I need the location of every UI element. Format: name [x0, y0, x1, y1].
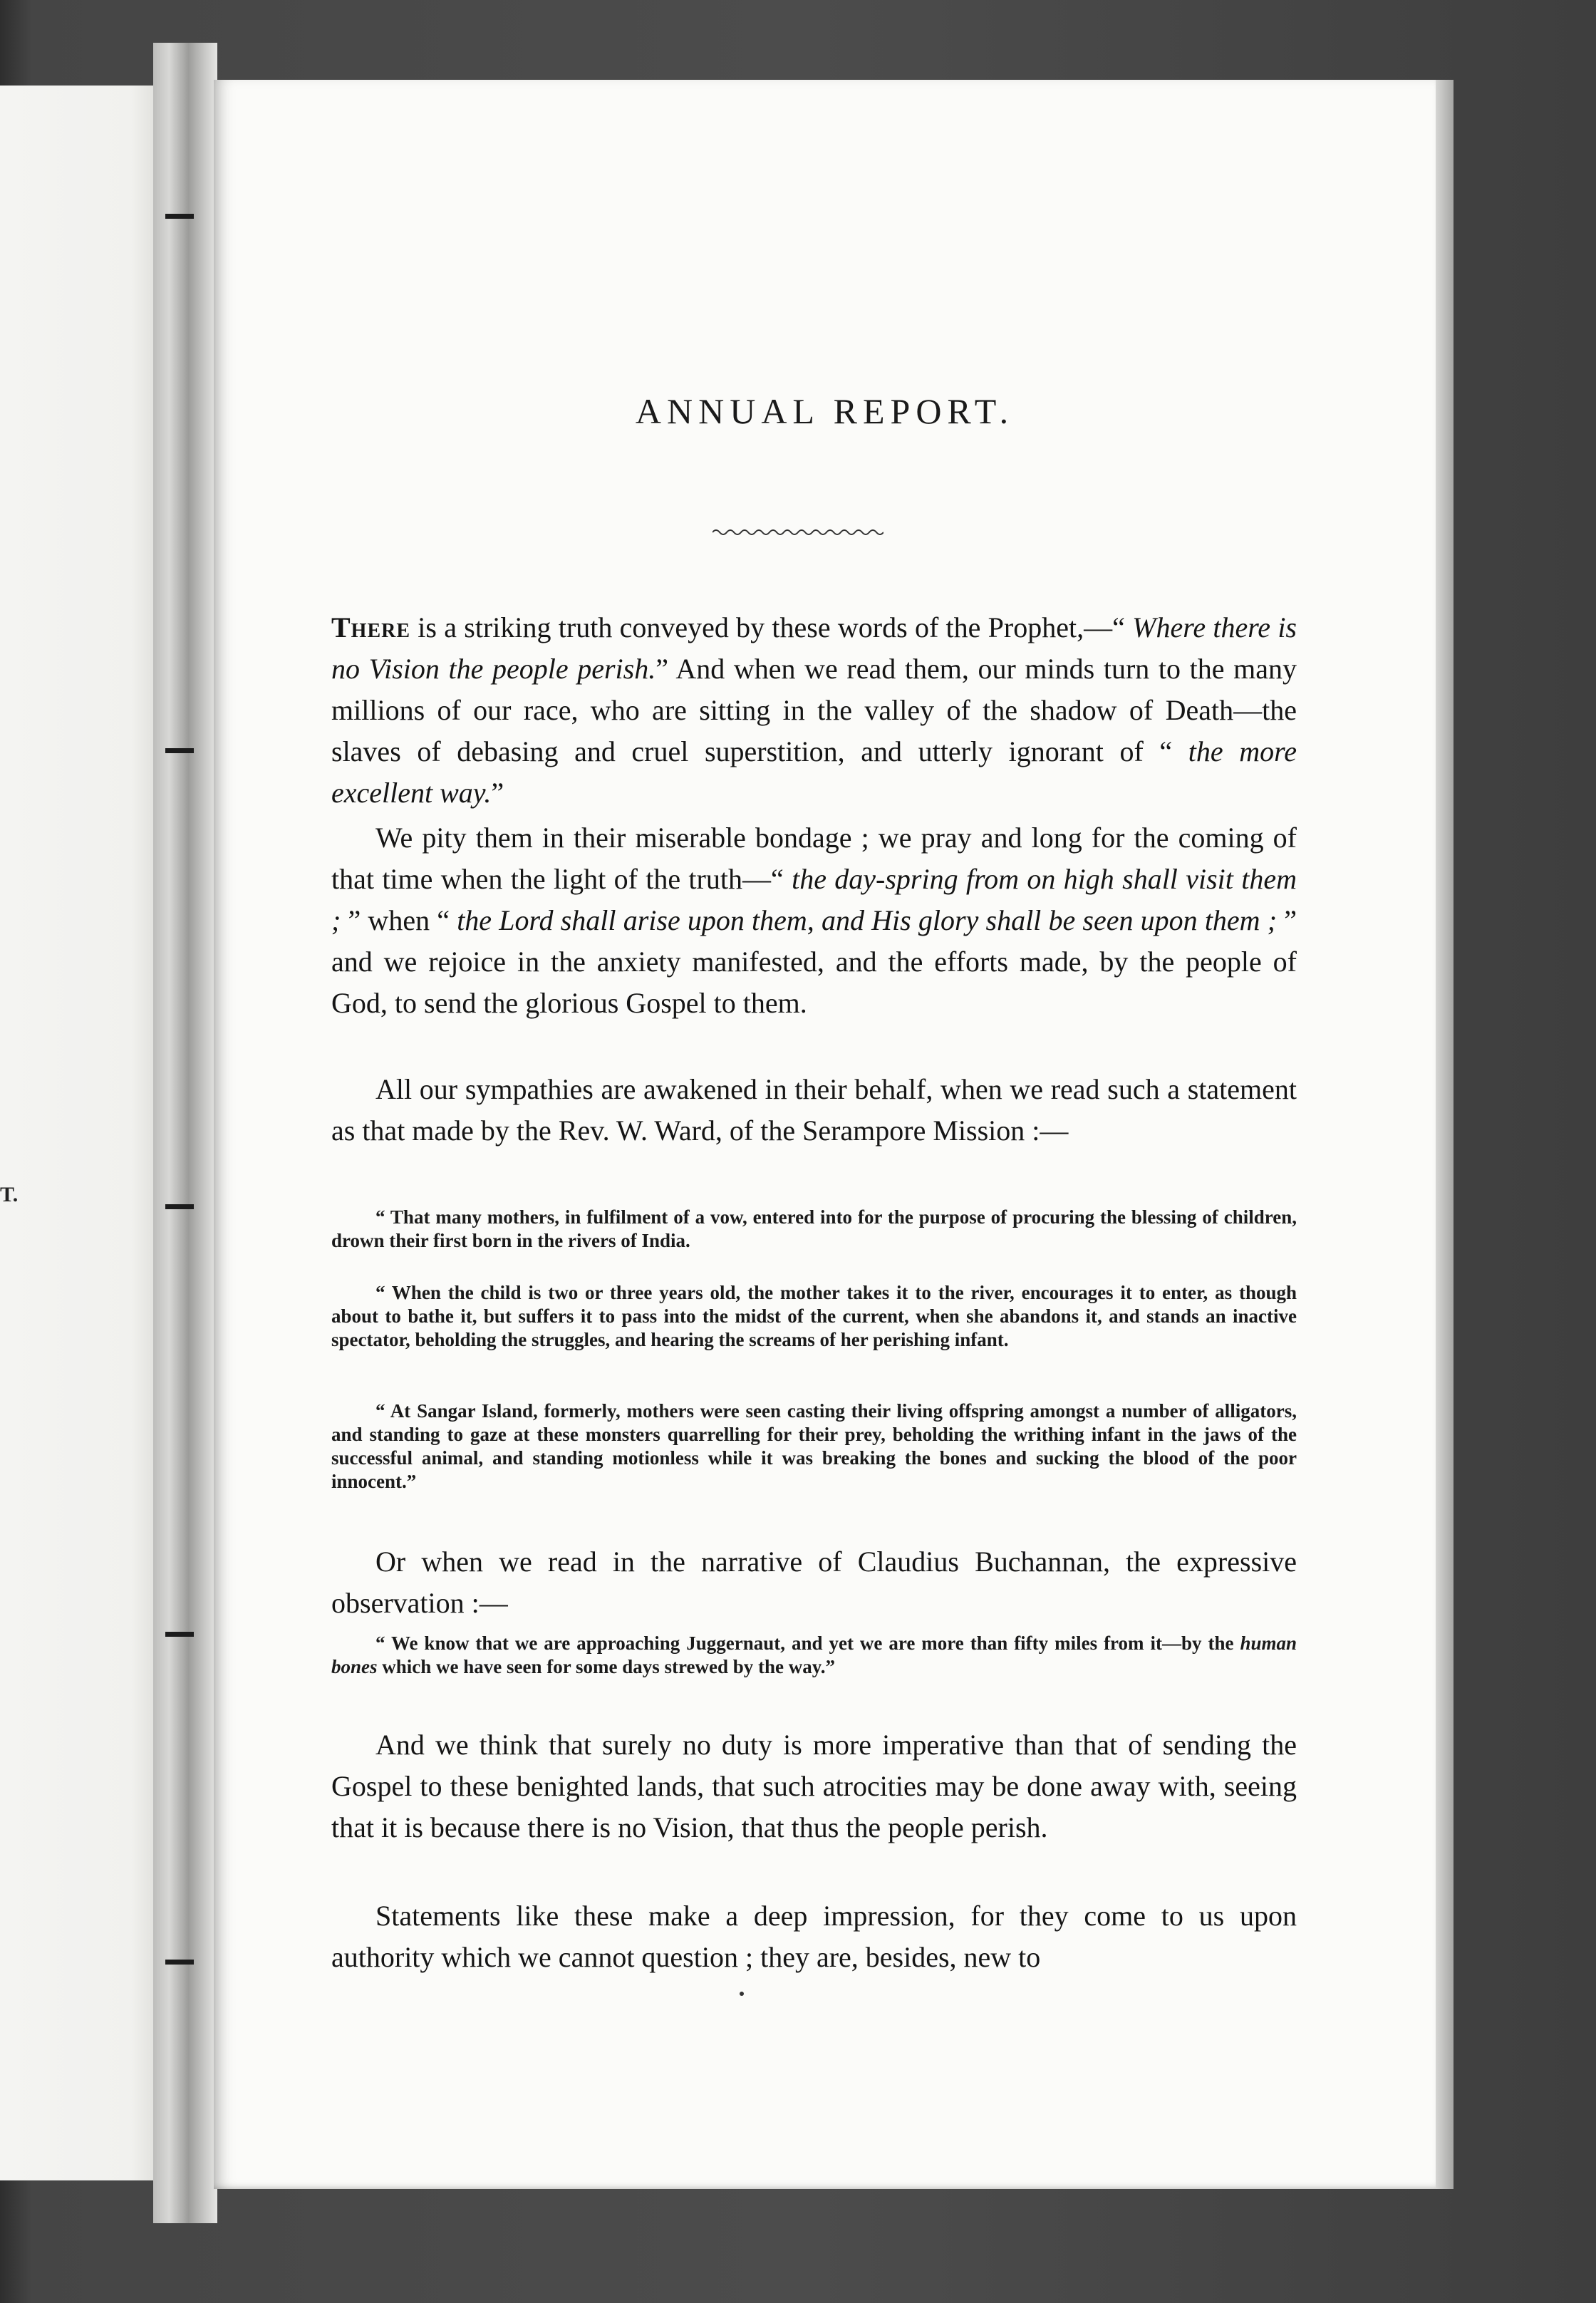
binding-stitch — [165, 214, 194, 219]
ink-speck — [740, 1992, 744, 1996]
paragraph-5: And we think that surely no duty is more imperative than that of sending the Gospel to these benighted lands, that such atrocities may be done away with, seeing that it is because there is no Vision, that thus the people perish. — [331, 1729, 1297, 1843]
paragraph-1-text: ” And when we read them, our minds turn to the many millions of our race, who are sitting in the valley of the shadow of Death—the slaves of debasing and cruel superstition, and utterly ignorant of “ — [331, 653, 1297, 767]
binding-stitch — [165, 748, 194, 753]
binding-stitch — [165, 1960, 194, 1965]
quote-4-text: which we have seen for some days strewed by the way.” — [377, 1656, 835, 1677]
paragraph-2-text: We pity them in their miserable bondage ; we pray and long for the coming of that time when the light of the truth—“ — [331, 822, 1297, 895]
binding-stitch — [165, 1204, 194, 1209]
paragraph-1-text: is a striking truth conveyed by these words of the Prophet,—“ — [410, 611, 1133, 643]
paragraph-2-text: ” and we rejoice in the anxiety manifested, and the efforts made, by the people of God, to send the glorious Gospel to them. — [331, 904, 1297, 1019]
left-page-text-fragment: T. — [0, 1183, 19, 1206]
paragraph-3: All our sympathies are awakened in their behalf, when we read such a statement as that made by the Rev. W. Ward, of the Serampore Mission :— — [331, 1073, 1297, 1147]
paragraph-1-dropcap: There — [331, 611, 411, 643]
quote-4-text: “ We know that we are approaching Juggernaut, and yet we are more than fifty miles from it—by the — [375, 1632, 1240, 1654]
quote-4-italic: human bones — [331, 1632, 1297, 1677]
paragraph-1-text: ” — [491, 777, 504, 809]
paragraph-2-italic: the Lord shall arise upon them, and His glory shall be seen upon them ; — [457, 904, 1278, 936]
quote-3: “ At Sangar Island, formerly, mothers were seen casting their living offspring amongst a number of alligators, and standing to gaze at these monsters quarrelling for their prey, beholding the writhing infant in the jaws of the successful animal, and standing motionless while it was breaking the bones and sucking the blood of the poor innocent.” — [331, 1400, 1297, 1492]
quote-4 — [331, 1632, 1297, 1679]
wavy-rule-icon — [712, 527, 884, 537]
paragraph-2-text: ” when “ — [341, 904, 457, 936]
left-page — [0, 86, 164, 2180]
page-edge — [1436, 80, 1454, 2189]
quote-2: “ When the child is two or three years old, the mother takes it to the river, encourages it to enter, as though about to bathe it, but suffers it to pass into the midst of the current, when she abandons it, and stands an inactive spectator, beholding the struggles, and hearing the screams of her perishing infant. — [331, 1282, 1297, 1350]
quote-1: “ That many mothers, in fulfilment of a vow, entered into for the purpose of procuring the blessing of children, drown their first born in the rivers of India. — [331, 1206, 1297, 1251]
book-gutter — [153, 43, 217, 2223]
paragraph-6: Statements like these make a deep impression, for they come to us upon authority which we cannot question ; they are, besides, new to — [331, 1900, 1297, 1973]
paragraph-2-italic: the day-spring from on high shall visit them ; — [331, 863, 1297, 936]
paragraph-1 — [331, 607, 1297, 814]
paragraph-4: Or when we read in the narrative of Claudius Buchannan, the expressive observation :— — [331, 1546, 1297, 1619]
paragraph-1-italic: Where there is no Vision the people perish. — [331, 611, 1297, 685]
paragraph-2 — [331, 817, 1297, 1024]
paragraph-1-italic: the more excellent way. — [331, 735, 1297, 809]
binding-stitch — [165, 1632, 194, 1637]
page-title: ANNUAL REPORT. — [635, 391, 1015, 431]
